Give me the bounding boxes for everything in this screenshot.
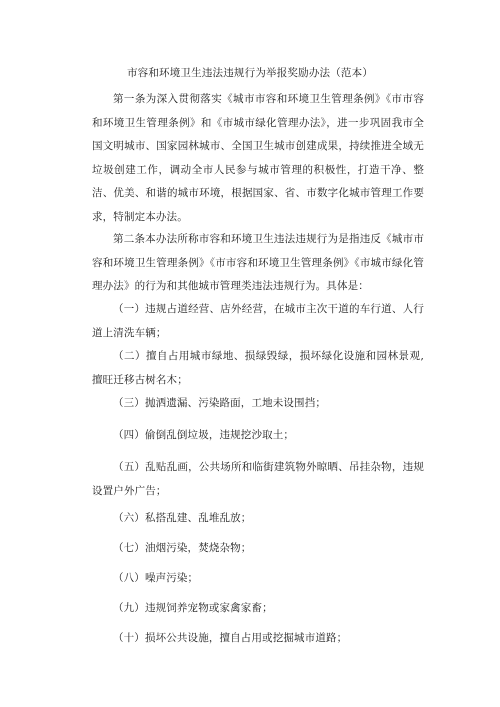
list-item: （八）噪声污染； xyxy=(113,572,199,584)
list-item: （九）违规饲养宠物或家禽家畜； xyxy=(113,602,273,614)
list-item: （七）油烟污染，焚烧杂物； xyxy=(113,542,252,554)
list-item: （一）违规占道经营、店外经营，在城市主次干道的车行道、人行道上清洗车辆； xyxy=(92,303,424,339)
article-1-paragraph: 第一条为深入贯彻落实《城市市容和环境卫生管理条例》《市市容和环境卫生管理条例》和《市城市绿化管理办法》，进一步巩固我市全国文明城市、国家园林城市、全国卫生城市创建成果，持续推进全域无垃圾创建工作，调动全市人民参与城市管理的积极性，打造干净、整洁、优美、和谐的城市环境，根据国家、省、市数字化城市管理工作要求，特制定本办法。 xyxy=(92,93,424,223)
list-item: （五）乱贴乱画，公共场所和临街建筑物外晾晒、吊挂杂物，违规设置户外广告； xyxy=(92,461,424,497)
list-item: （十）损坏公共设施，擅自占用或挖掘城市道路； xyxy=(113,632,348,644)
list-item: （四）偷倒乱倒垃圾，违规挖沙取土； xyxy=(113,429,295,441)
list-item: （六）私搭乱建、乱堆乱放； xyxy=(113,512,252,524)
list-item: （二）擅自占用城市绿地、损绿毁绿，损坏绿化设施和园林景观,擅旺迁移古树名木； xyxy=(92,350,424,386)
list-item: （三）抛洒遗漏、污染路面，工地未设围挡； xyxy=(113,397,326,409)
article-2-paragraph: 第二条本办法所称市容和环境卫生违法违规行为是指违反《城市市容和环境卫生管理条例》《市市容和环境卫生管理条例》《市城市绿化管理办法》的行为和其他城市管理类违法违规行为。具体是： xyxy=(92,233,424,292)
document-title: 市容和环境卫生违法违规行为举报奖励办法（范本） xyxy=(126,67,374,79)
